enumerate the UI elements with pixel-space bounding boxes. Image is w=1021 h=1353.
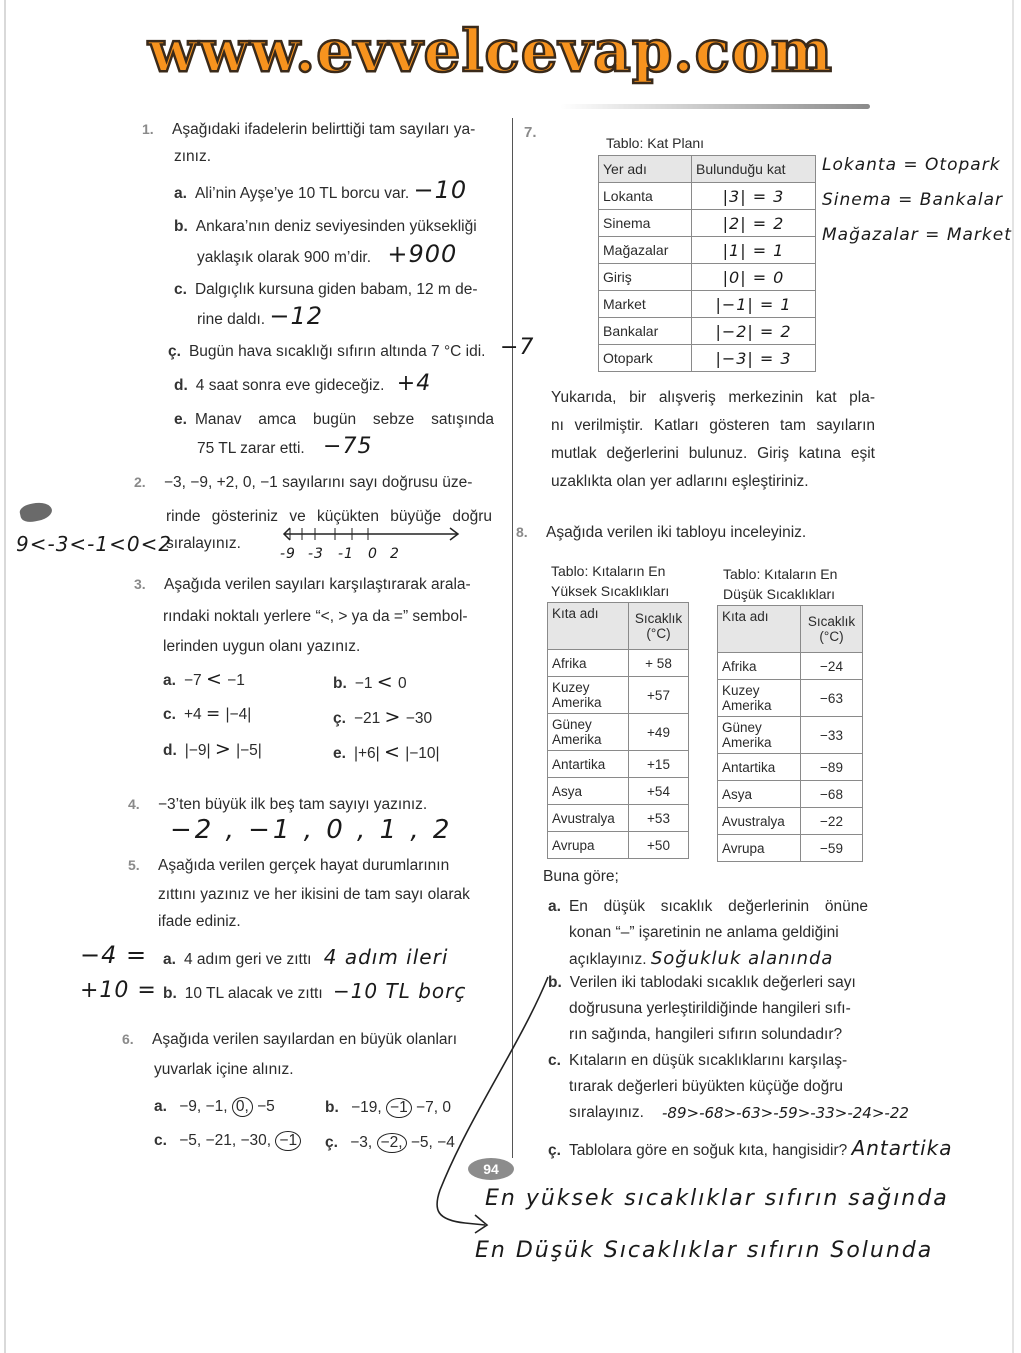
question-prompt-cont: sıralayınız.	[166, 535, 241, 552]
header-unit: (°C)	[646, 626, 671, 641]
cell-place-name: Bankalar	[599, 318, 692, 345]
q8-item-ç	[548, 1134, 952, 1165]
handwritten-answer: =	[205, 704, 222, 724]
scribble-mark	[18, 500, 53, 524]
question-prompt-cont: lerinden uygun olanı yazınız.	[163, 638, 361, 655]
question-prompt-cont: zınız.	[174, 148, 212, 165]
item-text: açıklayınız.	[569, 951, 647, 968]
handwritten-answer: |3| = 3	[692, 183, 816, 210]
q6-item-c	[154, 1126, 301, 1155]
paragraph-line: mutlak değerlerini bulunuz. Giriş katına eşit	[551, 445, 875, 462]
circled-value: 0,	[232, 1097, 253, 1117]
q7-description	[551, 384, 875, 496]
item-label: ç.	[325, 1134, 338, 1151]
header-text: Sıcaklık	[634, 611, 683, 626]
table-row	[718, 754, 863, 781]
circled-value: −1	[386, 1098, 412, 1118]
item-label: a.	[548, 898, 561, 915]
handwritten-answer: En yüksek sıcaklıklar sıfırın sağında	[485, 1186, 949, 1211]
cell-name: Avustralya	[548, 805, 629, 832]
low-table-title	[723, 564, 837, 604]
item-label: c.	[154, 1132, 167, 1149]
question-3	[134, 570, 471, 599]
value: −5,	[179, 1132, 202, 1149]
q1-item-b-cont	[197, 240, 457, 272]
column-header	[801, 606, 863, 653]
item-label: b.	[333, 675, 347, 692]
item-label: e.	[174, 411, 187, 428]
cell-place-name: Market	[599, 291, 692, 318]
cell-value: −89	[801, 754, 863, 781]
logo-underline	[560, 104, 870, 109]
item-label: c.	[163, 706, 176, 723]
handwritten-match: Sinema = Bankalar	[822, 190, 1004, 210]
question-prompt: Aşağıda verilen sayılardan en büyük olanları	[152, 1031, 458, 1048]
q3-item-a	[163, 665, 245, 695]
right-value: −30	[405, 710, 433, 727]
cell-name: Avrupa	[548, 832, 629, 859]
paragraph-line: nı verilmiştir. Katları gösteren tam sayıların	[551, 417, 875, 434]
circled-value: −2,	[377, 1133, 407, 1153]
cell-value: +57	[629, 677, 689, 714]
matches-list	[822, 148, 1012, 253]
cell-place-name: Giriş	[599, 264, 692, 291]
right-value: −1	[227, 672, 245, 689]
cell-name: Afrika	[718, 653, 801, 680]
question-number: 2.	[134, 474, 146, 490]
value: −3,	[350, 1134, 373, 1151]
table-title: Tablo: Kat Planı	[606, 135, 705, 151]
column-header: Bulunduğu kat	[692, 156, 816, 183]
q8-item-a	[548, 894, 868, 973]
handwritten-answer: |0| = 0	[692, 264, 816, 291]
question-5	[128, 851, 449, 880]
question-number: 3.	[134, 576, 146, 592]
table-row	[599, 345, 816, 372]
value: 0	[442, 1099, 451, 1116]
column-header: Kıta adı	[548, 603, 629, 650]
handwritten-answer: Soğukluk alanında	[650, 948, 834, 969]
question-number: 6.	[122, 1031, 134, 1047]
item-text: rın sağında, hangileri sıfırın solundadır?	[569, 1026, 843, 1043]
item-label: d.	[163, 742, 177, 759]
item-label: c.	[174, 281, 187, 298]
question-number: 7.	[524, 124, 537, 141]
cell-place-name: Mağazalar	[599, 237, 692, 264]
cell-value: +50	[629, 832, 689, 859]
value: −30,	[240, 1132, 272, 1149]
handwritten-answer: <	[205, 668, 223, 690]
handwritten-answer: −10	[413, 176, 468, 204]
item-label: b.	[163, 985, 177, 1002]
table-title: Düşük Sıcaklıkları	[723, 586, 836, 602]
question-prompt: Aşağıda verilen sayıları karşılaştırarak arala-	[164, 576, 471, 593]
cell-name: Asya	[718, 781, 801, 808]
handwritten-answer: 4 adım ileri	[323, 945, 449, 969]
question-prompt-cont: rinde gösteriniz ve küçükten büyüğe doğru	[166, 508, 492, 525]
q3-item-ç	[333, 703, 432, 733]
value: −5,	[410, 1134, 433, 1151]
value: −7,	[416, 1099, 438, 1116]
item-text: 10 TL alacak ve zıttı	[184, 985, 323, 1002]
cell-value: −63	[801, 680, 863, 717]
left-value: −21	[353, 710, 381, 727]
item-text: yaklaşık olarak 900 m’dir.	[197, 249, 372, 266]
q3-item-d	[163, 735, 262, 765]
handwritten-answer: −12	[269, 302, 324, 330]
q1-item-c	[174, 275, 478, 304]
q3-item-e	[333, 738, 440, 768]
item-text: rine daldı.	[197, 311, 266, 328]
cell-value: +54	[629, 778, 689, 805]
question-prompt: Aşağıda verilen gerçek hayat durumlarının	[158, 857, 450, 874]
item-label: a.	[163, 951, 176, 968]
q1-item-c-cont	[197, 302, 323, 334]
handwritten-answer: |−1| = 1	[692, 291, 816, 318]
watermark-logo: www.evvelcevap.com	[148, 17, 833, 85]
handwritten-answer: 9<-3<-1<0<2	[16, 532, 173, 556]
handwritten-answer: Antartika	[851, 1136, 953, 1160]
table-row	[548, 805, 689, 832]
item-label: c.	[548, 1052, 561, 1069]
question-prompt-cont: yuvarlak içine alınız.	[154, 1061, 294, 1078]
header-unit: (°C)	[819, 629, 844, 644]
value: −19,	[351, 1099, 382, 1116]
cell-name: Kuzey Amerika	[548, 677, 629, 714]
section-intro: Buna göre;	[543, 868, 619, 885]
left-value: |−9|	[184, 742, 211, 759]
table-row	[599, 291, 816, 318]
cell-value: −59	[801, 835, 863, 862]
q1-item-d	[174, 369, 431, 400]
question-prompt: −3’ten büyük ilk beş tam sayıyı yazınız.	[158, 796, 428, 813]
q3-item-c	[163, 700, 251, 729]
item-label: a.	[174, 185, 187, 202]
column-header: Kıta adı	[718, 606, 801, 653]
item-text: Dalgıçlık kursuna giden babam, 12 m de-	[194, 281, 478, 298]
cell-place-name: Otopark	[599, 345, 692, 372]
tick-label: -9	[280, 546, 296, 562]
item-label: b.	[548, 974, 562, 991]
right-value: |−10|	[405, 745, 440, 762]
item-label: a.	[154, 1098, 167, 1115]
item-label: a.	[163, 672, 176, 689]
q1-item-a	[174, 176, 467, 208]
item-text: Ankara’nın deniz seviyesinden yüksekliği	[195, 218, 477, 235]
left-value: −7	[183, 672, 202, 689]
q5-item-a	[163, 943, 448, 974]
column-header: Yer adı	[599, 156, 692, 183]
circled-value: −1	[275, 1131, 301, 1151]
question-number: 1.	[142, 121, 154, 137]
question-2	[134, 468, 472, 497]
item-label: ç.	[168, 343, 181, 360]
question-prompt-cont: rındaki noktalı yerlere “<, > ya da =” sembol-	[163, 608, 468, 625]
table-row	[548, 677, 689, 714]
table-row	[718, 717, 863, 754]
table-row	[599, 210, 816, 237]
table-title: Yüksek Sıcaklıkları	[551, 583, 670, 599]
item-text: Ali’nin Ayşe’ye 10 TL borcu var.	[194, 185, 410, 202]
high-temperature-table	[547, 602, 689, 859]
table-row	[548, 650, 689, 677]
item-text: sıralayınız.	[569, 1104, 644, 1121]
floor-plan-table	[598, 155, 816, 372]
cell-name: Avustralya	[718, 808, 801, 835]
q6-item-a	[154, 1092, 275, 1121]
table-row	[599, 318, 816, 345]
cell-value: −33	[801, 717, 863, 754]
item-label: e.	[333, 745, 346, 762]
table-title: Tablo: Kıtaların En	[723, 566, 838, 582]
handwritten-answer: +900	[387, 240, 458, 268]
header-text: Sıcaklık	[807, 614, 856, 629]
high-table-title	[551, 561, 669, 601]
paragraph-line: Yukarıda, bir alışveriş merkezinin kat pla-	[551, 389, 875, 406]
item-text: Bugün hava sıcaklığı sıfırın altında 7 °C idi.	[188, 343, 486, 360]
question-1	[142, 115, 475, 144]
value: −21,	[205, 1132, 237, 1149]
handwritten-answer: −10 TL borç	[332, 979, 467, 1003]
cell-name: Afrika	[548, 650, 629, 677]
handwritten-answer: |2| = 2	[692, 210, 816, 237]
value: −9,	[179, 1098, 202, 1115]
number-line-labels	[280, 546, 470, 564]
item-text: Kıtaların en düşük sıcaklıklarını karşılaş-	[568, 1052, 848, 1069]
question-8	[516, 518, 806, 547]
table-row	[548, 751, 689, 778]
handwritten-answer: −75	[323, 434, 373, 459]
table-row	[599, 264, 816, 291]
question-prompt: −3, −9, +2, 0, −1 sayılarını sayı doğrusu üze-	[164, 474, 473, 491]
left-value: +4	[183, 706, 202, 723]
question-prompt: Aşağıdaki ifadelerin belirttiği tam sayıları ya-	[172, 121, 476, 138]
right-value: |−5|	[236, 742, 262, 759]
handwritten-answer: −7	[500, 335, 535, 360]
item-label: b.	[174, 218, 188, 235]
table-row	[718, 781, 863, 808]
handwritten-answer: +4	[396, 371, 432, 396]
cell-value: −24	[801, 653, 863, 680]
handwritten-answer: -89>-68>-63>-59>-33>-24>-22	[662, 1104, 909, 1122]
item-label: d.	[174, 377, 188, 394]
table-row	[548, 832, 689, 859]
cell-value: −68	[801, 781, 863, 808]
item-text: doğrusuna yerleştirildiğinde hangileri sıfı-	[569, 1000, 851, 1017]
value: −5	[257, 1098, 275, 1115]
cell-name: Antartika	[548, 751, 629, 778]
paragraph-line: uzaklıkta olan yer adlarını eşleştiriniz.	[551, 473, 809, 490]
table-row	[548, 778, 689, 805]
q5-item-b	[163, 977, 466, 1008]
column-header	[629, 603, 689, 650]
cell-name: Antartika	[718, 754, 801, 781]
question-prompt: Aşağıda verilen iki tabloyu inceleyiniz.	[546, 524, 807, 541]
handwritten-match: Mağazalar = Market	[822, 225, 1012, 245]
tick-label: 2	[390, 546, 400, 562]
handwritten-answer: >	[384, 706, 402, 728]
handwritten-answer: |−2| = 2	[692, 318, 816, 345]
item-text: Verilen iki tablodaki sıcaklık değerleri sayı	[569, 974, 856, 991]
question-number: 8.	[516, 524, 528, 540]
item-label: b.	[325, 1099, 339, 1116]
handwritten-answer: En Düşük Sıcaklıklar sıfırın Solunda	[475, 1238, 934, 1263]
cell-value: + 58	[629, 650, 689, 677]
handwritten-answer: >	[214, 738, 232, 760]
handwritten-answer: |−3| = 3	[692, 345, 816, 372]
table-row	[599, 183, 816, 210]
q1-item-e-cont	[197, 432, 372, 463]
item-text: 75 TL zarar etti.	[197, 440, 305, 457]
page-left-edge	[4, 0, 6, 1353]
handwritten-answer: |1| = 1	[692, 237, 816, 264]
item-label: ç.	[548, 1142, 561, 1159]
item-label: ç.	[333, 710, 346, 727]
value: −1,	[205, 1098, 228, 1115]
cell-name: Asya	[548, 778, 629, 805]
cell-name: Avrupa	[718, 835, 801, 862]
q1-item-e	[174, 405, 494, 434]
table-title: Tablo: Kıtaların En	[551, 563, 666, 579]
handwritten-answer: <	[376, 671, 394, 693]
q3-item-b	[333, 668, 407, 698]
cell-value: +15	[629, 751, 689, 778]
table-row	[599, 237, 816, 264]
value: −4	[437, 1134, 455, 1151]
question-prompt-cont: ifade ediniz.	[158, 913, 241, 930]
page-number: 94	[468, 1158, 514, 1180]
low-temperature-table	[717, 605, 863, 862]
item-text: konan “–” işaretinin ne anlama geldiğini	[569, 924, 839, 941]
question-number: 4.	[128, 796, 140, 812]
table-row	[548, 714, 689, 751]
cell-name: Güney Amerika	[548, 714, 629, 751]
question-number: 5.	[128, 857, 140, 873]
cell-value: +53	[629, 805, 689, 832]
tick-label: 0	[368, 546, 378, 562]
item-text: 4 adım geri ve zıttı	[183, 951, 312, 968]
tick-label: -3	[308, 546, 324, 562]
number-line	[280, 522, 465, 546]
left-value: −1	[354, 675, 373, 692]
item-text: 4 saat sonra eve gideceğiz.	[195, 377, 385, 394]
question-prompt-cont: zıttını yazınız ve her ikisini de tam sayı olarak	[158, 886, 470, 903]
cell-value: +49	[629, 714, 689, 751]
item-text: En düşük sıcaklık değerlerinin önüne	[568, 898, 868, 915]
handwritten-answer: −2 , −1 , 0 , 1 , 2	[170, 815, 453, 845]
question-6	[122, 1025, 457, 1054]
q1-item-ç	[168, 337, 486, 366]
cell-value: −22	[801, 808, 863, 835]
cell-name: Kuzey Amerika	[718, 680, 801, 717]
handwritten-margin-answer: −4 =	[80, 941, 148, 969]
table-row	[718, 835, 863, 862]
q1-item-b	[174, 212, 477, 241]
right-value: 0	[398, 675, 407, 692]
item-text: Tablolara göre en soğuk kıta, hangisidir?	[568, 1142, 848, 1159]
item-text: Manav amca bugün sebze satışında	[194, 411, 494, 428]
right-value: |−4|	[225, 706, 252, 723]
page-right-edge	[1012, 0, 1014, 1353]
handwritten-margin-answer: +10 =	[80, 978, 157, 1003]
cell-name: Güney Amerika	[718, 717, 801, 754]
item-text: tırarak değerleri büyükten küçüğe doğru	[569, 1078, 843, 1095]
tick-label: -1	[338, 546, 354, 562]
table-row	[718, 653, 863, 680]
cell-place-name: Sinema	[599, 210, 692, 237]
table-row	[718, 680, 863, 717]
handwritten-answer: <	[383, 741, 401, 763]
cell-place-name: Lokanta	[599, 183, 692, 210]
table-row	[718, 808, 863, 835]
q8-item-b	[548, 970, 878, 1048]
left-value: |+6|	[353, 745, 380, 762]
handwritten-match: Lokanta = Otopark	[822, 155, 1001, 175]
